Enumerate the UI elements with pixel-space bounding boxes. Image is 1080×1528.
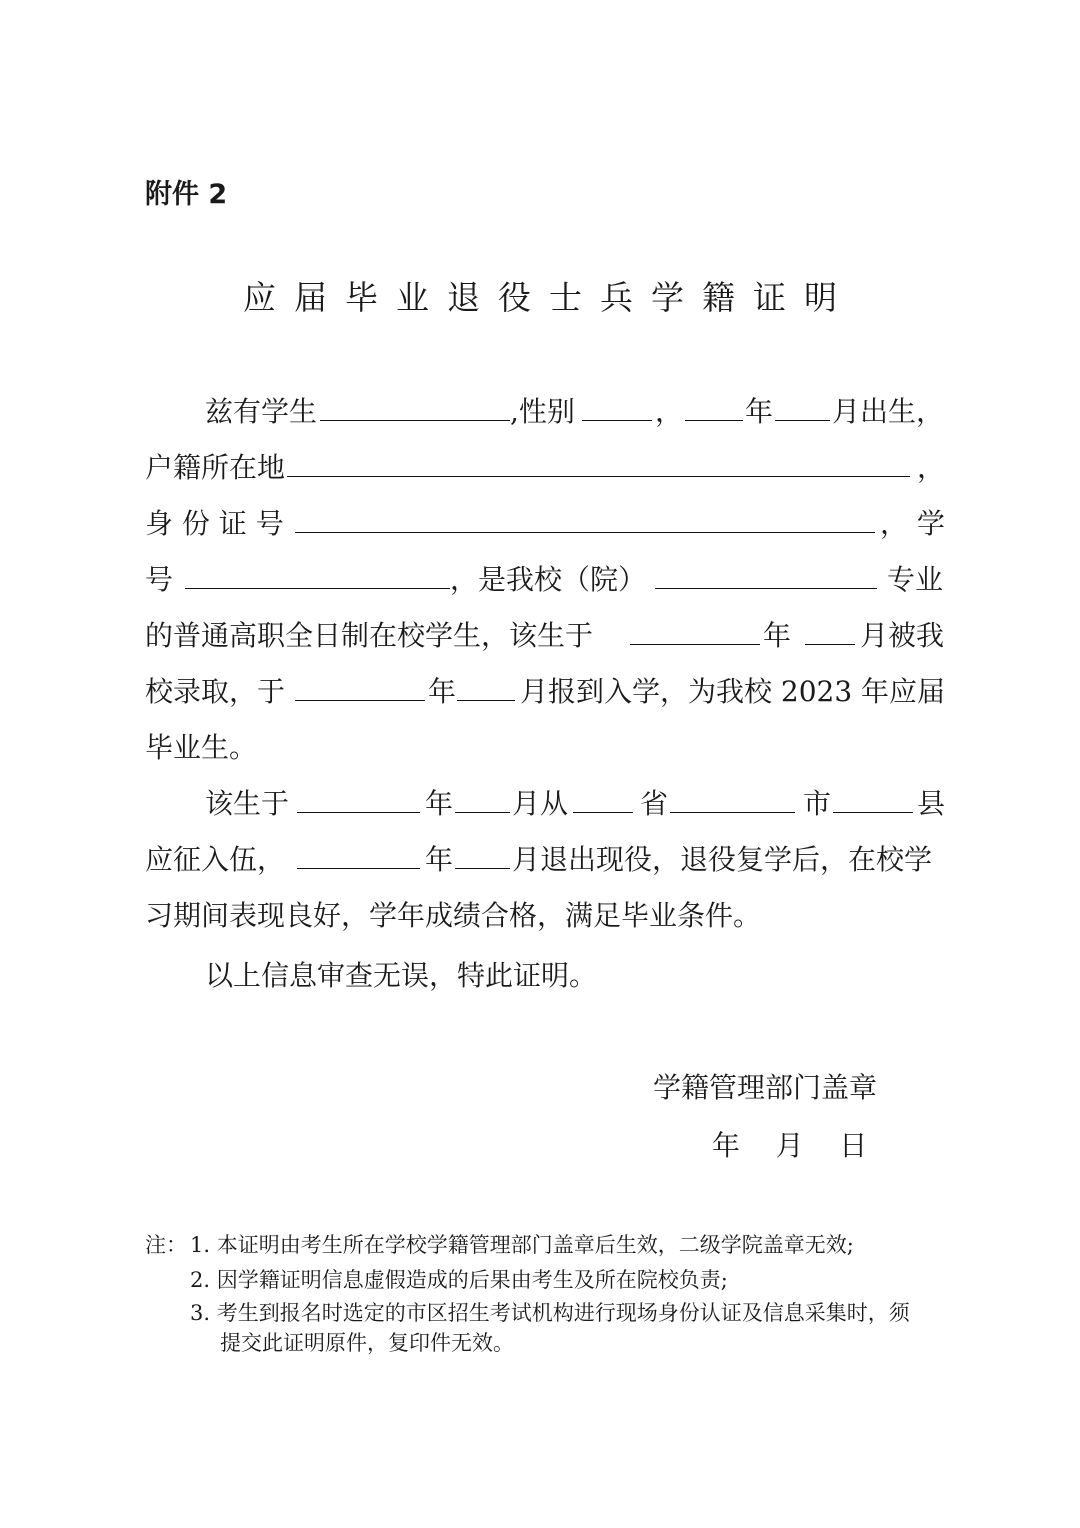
city-field[interactable] [670, 782, 795, 813]
text-label: 年 [763, 619, 792, 652]
text-label: 月出生， [832, 395, 945, 428]
para1-line5 [145, 614, 945, 654]
para1-line2 [145, 446, 945, 486]
province-field[interactable] [573, 782, 633, 813]
para2-line2 [145, 838, 945, 878]
text-label: 市 [803, 787, 832, 820]
text-label: 年 [425, 787, 454, 820]
discharge-year-field[interactable] [297, 838, 420, 869]
text-label: 以上信息审查无误，特此证明。 [205, 959, 598, 992]
document-title: 应届毕业退役士兵学籍证明 [243, 278, 855, 317]
text-label: 毕业生。 [145, 731, 258, 764]
text-label: 年 [428, 675, 457, 708]
text-label: 月退出现役，退役复学后，在校学 [512, 843, 933, 876]
text-label: 月报到入学，为我校 2023 年应届 [520, 675, 946, 708]
admission-year-field[interactable] [630, 614, 760, 645]
text-label: 应征入伍， [145, 843, 286, 876]
text-label: 县 [917, 787, 946, 820]
text-label: 校录取，于 [145, 675, 286, 708]
text-label: ， [655, 395, 684, 428]
admission-month-field[interactable] [805, 614, 855, 645]
text-label: ，是我校（院） [450, 563, 647, 596]
attachment-label: 附件 2 [145, 179, 228, 210]
discharge-month-field[interactable] [455, 838, 510, 869]
text-label: 年 [425, 843, 454, 876]
note-item-1: 1. 本证明由考生所在学校学籍管理部门盖章后生效，二级学院盖章无效; [190, 1233, 854, 1257]
para2-line3 [145, 894, 945, 934]
text-label: 号 [145, 563, 174, 596]
text-label: 兹有学生 [205, 395, 318, 428]
note-item-3-continued: 提交此证明原件，复印件无效。 [220, 1331, 514, 1355]
text-label: ,性别 [510, 395, 575, 428]
date-label: 年 月 日 [712, 1129, 868, 1162]
para2-line1 [145, 782, 945, 822]
birth-year-field[interactable] [685, 390, 743, 421]
text-label: 户籍所在地 [145, 451, 286, 484]
para3-line [145, 954, 945, 994]
id-number-field[interactable] [295, 502, 875, 533]
text-label: 年 [745, 395, 774, 428]
note-item-3: 3. 考生到报名时选定的市区招生考试机构进行现场身份认证及信息采集时，须 [190, 1301, 910, 1325]
text-label: 省 [640, 787, 669, 820]
text-label: 的普通高职全日制在校学生，该生于 [145, 619, 594, 652]
gender-field[interactable] [582, 390, 652, 421]
text-label: 专业 [887, 563, 944, 596]
enrollment-year-field[interactable] [295, 670, 425, 701]
enlist-year-field[interactable] [297, 782, 420, 813]
para1-line4 [145, 558, 945, 598]
text-label: ， [917, 451, 946, 484]
stamp-label: 学籍管理部门盖章 [653, 1071, 878, 1104]
notes-prefix: 注： [145, 1233, 187, 1257]
text-label: ， 学 [880, 507, 945, 540]
student-name-field[interactable] [320, 390, 510, 421]
household-location-field[interactable] [287, 446, 910, 477]
text-label: 该生于 [205, 787, 290, 820]
para1-line3 [145, 502, 945, 542]
enlist-month-field[interactable] [455, 782, 510, 813]
text-label: 身 份 证 号 [145, 507, 284, 540]
birth-month-field[interactable] [775, 390, 830, 421]
county-field[interactable] [833, 782, 913, 813]
para1-line6 [145, 670, 945, 710]
para1-line7 [145, 726, 945, 766]
note-item-2: 2. 因学籍证明信息虚假造成的后果由考生及所在院校负责; [190, 1268, 728, 1292]
text-label: 习期间表现良好，学年成绩合格，满足毕业条件。 [145, 899, 762, 932]
para1-line1 [145, 390, 945, 430]
text-label: 月从 [512, 787, 569, 820]
enrollment-month-field[interactable] [457, 670, 515, 701]
major-field[interactable] [655, 558, 877, 589]
student-number-field[interactable] [185, 558, 450, 589]
text-label: 月被我 [860, 619, 945, 652]
